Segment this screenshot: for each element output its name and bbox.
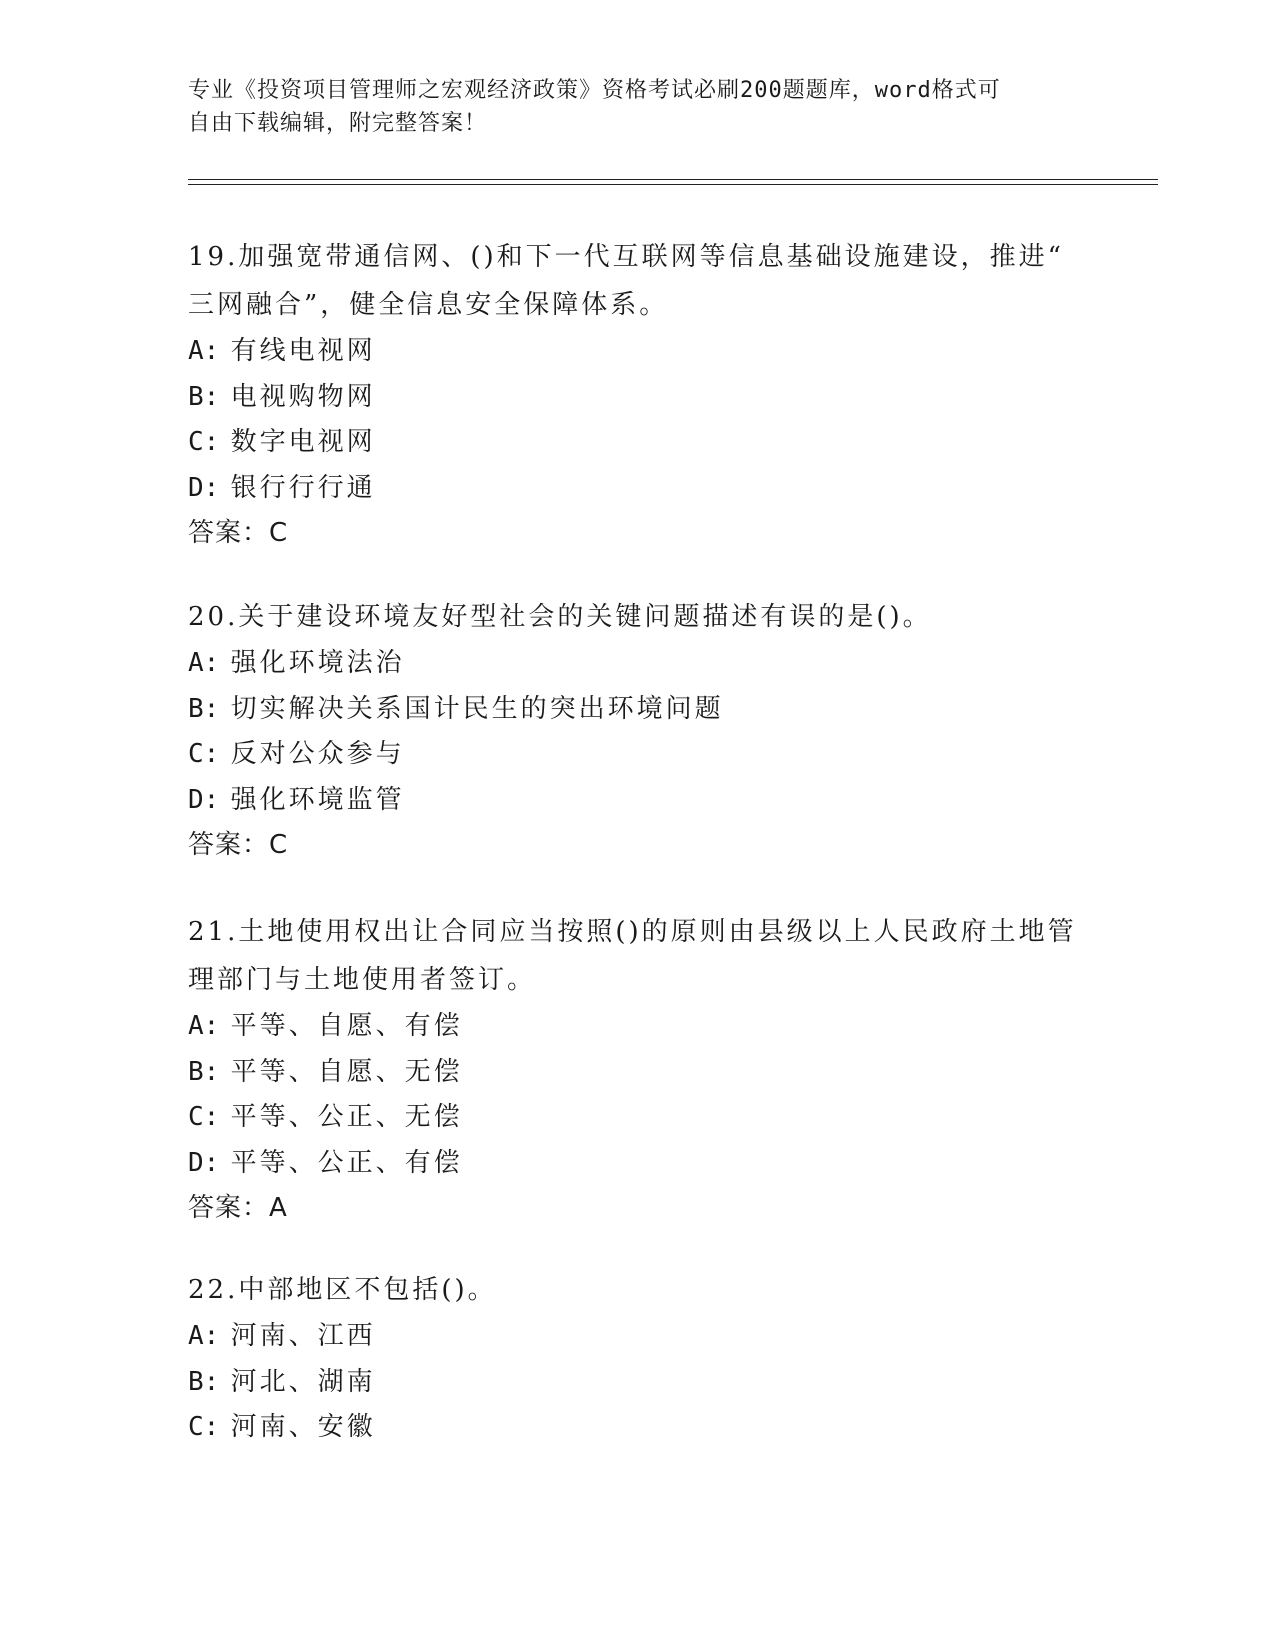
question-stem-line-1: 20.关于建设环境友好型社会的关键问题描述有误的是()。 bbox=[188, 602, 932, 632]
header-line-2: 自由下载编辑，附完整答案！ bbox=[188, 111, 488, 136]
option-text: 河北、湖南 bbox=[230, 1366, 376, 1397]
option-text: 强化环境法治 bbox=[230, 648, 405, 678]
option-text: 平等、公正、有偿 bbox=[230, 1147, 463, 1178]
option-text: 有线电视网 bbox=[230, 336, 376, 366]
header-divider-bottom bbox=[188, 184, 1158, 185]
option-letter: C: bbox=[188, 1412, 220, 1442]
option-c bbox=[188, 420, 1088, 466]
question-stem-line-1: 22.中部地区不包括()。 bbox=[188, 1275, 497, 1305]
option-letter: C: bbox=[188, 427, 220, 457]
option-text: 平等、自愿、有偿 bbox=[230, 1011, 463, 1041]
option-text: 电视购物网 bbox=[230, 381, 376, 412]
option-text: 银行行行通 bbox=[230, 472, 376, 503]
option-text: 切实解决关系国计民生的突出环境问题 bbox=[230, 693, 724, 724]
option-c bbox=[188, 732, 1088, 778]
header-line-1: 专业《投资项目管理师之宏观经济政策》资格考试必刷200题题库，word格式可 bbox=[188, 78, 1001, 103]
option-letter: B: bbox=[188, 1366, 220, 1397]
option-text: 河南、江西 bbox=[230, 1321, 376, 1351]
option-c bbox=[188, 1095, 1088, 1141]
option-c bbox=[188, 1405, 1088, 1451]
question-22 bbox=[188, 1266, 1088, 1451]
option-d bbox=[188, 778, 1088, 824]
option-letter: C: bbox=[188, 739, 220, 769]
question-21 bbox=[188, 908, 1088, 1232]
question-stem-line-1: 19.加强宽带通信网、()和下一代互联网等信息基础设施建设，推进“ bbox=[188, 242, 1064, 272]
option-letter: D: bbox=[188, 472, 220, 503]
option-text: 数字电视网 bbox=[230, 427, 376, 457]
option-text: 反对公众参与 bbox=[230, 739, 405, 769]
option-a bbox=[188, 329, 1088, 375]
option-letter: B: bbox=[188, 1056, 220, 1087]
answer-line: 答案：C bbox=[188, 830, 289, 860]
option-d bbox=[188, 1141, 1088, 1187]
option-text: 平等、公正、无偿 bbox=[230, 1102, 463, 1132]
option-letter: A: bbox=[188, 648, 220, 678]
option-d bbox=[188, 466, 1088, 512]
option-a bbox=[188, 641, 1088, 687]
option-letter: B: bbox=[188, 381, 220, 412]
question-20 bbox=[188, 593, 1088, 869]
option-letter: B: bbox=[188, 693, 220, 724]
question-stem-line-2: 理部门与土地使用者签订。 bbox=[188, 965, 537, 995]
question-19 bbox=[188, 233, 1088, 557]
option-a bbox=[188, 1004, 1088, 1050]
answer-line: 答案：A bbox=[188, 1193, 288, 1223]
document-header bbox=[188, 74, 1088, 140]
option-text: 河南、安徽 bbox=[230, 1412, 376, 1442]
header-divider-top bbox=[188, 179, 1158, 180]
option-letter: A: bbox=[188, 1011, 220, 1041]
option-b bbox=[188, 1050, 1088, 1096]
option-b bbox=[188, 375, 1088, 421]
option-letter: A: bbox=[188, 1321, 220, 1351]
option-b bbox=[188, 1360, 1088, 1406]
option-text: 平等、自愿、无偿 bbox=[230, 1056, 463, 1087]
option-text: 强化环境监管 bbox=[230, 784, 405, 815]
question-stem-line-1: 21.土地使用权出让合同应当按照()的原则由县级以上人民政府土地管 bbox=[188, 917, 1077, 947]
option-a bbox=[188, 1314, 1088, 1360]
option-letter: A: bbox=[188, 336, 220, 366]
option-letter: D: bbox=[188, 1147, 220, 1178]
answer-line: 答案：C bbox=[188, 518, 289, 548]
option-letter: C: bbox=[188, 1102, 220, 1132]
question-stem-line-2: 三网融合”，健全信息安全保障体系。 bbox=[188, 290, 669, 320]
option-b bbox=[188, 687, 1088, 733]
option-letter: D: bbox=[188, 784, 220, 815]
